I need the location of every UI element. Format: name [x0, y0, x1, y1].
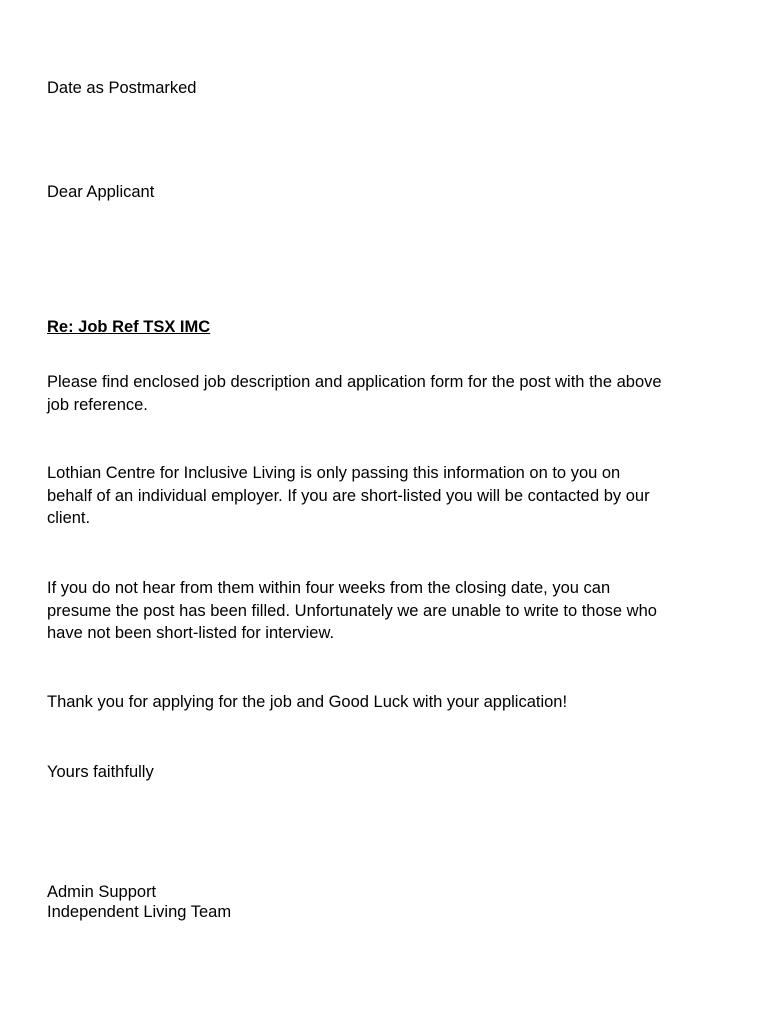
paragraph-line: Lothian Centre for Inclusive Living is only passing this information on to you on [47, 464, 621, 482]
salutation: Dear Applicant [47, 183, 155, 201]
paragraph-line: behalf of an individual employer. If you are short-listed you will be contacted by our [47, 486, 650, 505]
subject-line: Re: Job Ref TSX IMC [47, 318, 211, 336]
paragraph-line: Please find enclosed job description and application form for the post with the above [47, 373, 662, 391]
paragraph-line: Thank you for applying for the job and Good Luck with your application! [47, 693, 568, 711]
signature-block [47, 883, 231, 922]
paragraph-line: presume the post has been filled. Unfortunately we are unable to write to those who [47, 601, 657, 620]
paragraph-line: If you do not hear from them within four weeks from the closing date, you can [47, 579, 611, 597]
signature-team: Independent Living Team [47, 902, 232, 921]
paragraph-thank-you [47, 691, 737, 714]
paragraph-lothian-centre [47, 462, 737, 530]
paragraph-line: job reference. [47, 395, 148, 414]
signature-name: Admin Support [47, 883, 157, 901]
paragraph-enclosed [47, 371, 737, 416]
paragraph-line: client. [47, 509, 91, 527]
closing-line: Yours faithfully [47, 763, 154, 781]
date-line: Date as Postmarked [47, 79, 197, 97]
paragraph-closing-date [47, 577, 737, 645]
paragraph-line: have not been short-listed for interview. [47, 624, 335, 642]
